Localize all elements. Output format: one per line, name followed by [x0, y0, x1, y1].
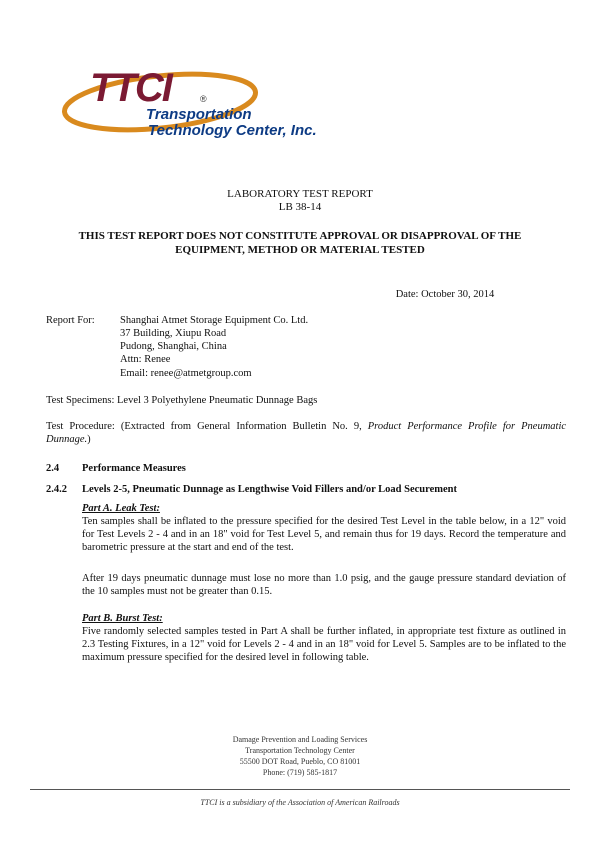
- section-2-4-2-number: 2.4.2: [46, 484, 67, 495]
- section-2-4-2-title: Levels 2-5, Pneumatic Dunnage as Lengthwise Void Fillers and/or Load Securement: [82, 484, 458, 495]
- logo-registered: ®: [200, 94, 207, 104]
- test-procedure-close: ): [87, 434, 91, 446]
- report-for-line: Attn: Renee: [120, 354, 171, 365]
- logo-line-2: Technology Center, Inc.: [148, 122, 317, 139]
- part-b-heading: Part B. Burst Test:: [82, 613, 163, 624]
- footer-line: Transportation Technology Center: [245, 746, 355, 755]
- report-title: LABORATORY TEST REPORT: [227, 188, 373, 200]
- test-procedure-text: (Extracted from General Information Bulletin No. 9,: [120, 421, 362, 432]
- footer-line: Phone: (719) 585-1817: [262, 768, 338, 777]
- part-a-heading: Part A. Leak Test:: [82, 503, 160, 514]
- report-for-email: Email: renee@atmetgroup.com: [120, 368, 252, 379]
- part-a-paragraph-2: After 19 days pneumatic dunnage must lose no more than 1.0 psig, and the gauge pressure standard deviation of the 10 samples must not be greater than 0.15.: [82, 573, 566, 598]
- disclaimer-line-1: THIS TEST REPORT DOES NOT CONSTITUTE APPROVAL OR DISAPPROVAL OF THE: [78, 230, 522, 242]
- test-specimens-value: Level 3 Polyethylene Pneumatic Dunnage Bags: [117, 395, 318, 406]
- report-for-label: Report For:: [46, 315, 95, 326]
- test-specimens-label: Test Specimens:: [46, 395, 115, 406]
- footer-address: [0, 734, 600, 778]
- report-number: LB 38-14: [278, 201, 322, 213]
- test-procedure-title: Product Performance Profile for Pneumatic Dunnage.: [46, 421, 567, 446]
- part-a-paragraph-1: Ten samples shall be inflated to the pressure specified for the desired Test Level in the table below, in a 12" void for Test Levels 2 - 4 and in an 18" void for Test Level 5, and remain thus for 19 days. Record the temperature and barometric pressure at the start and end of the test.: [82, 516, 566, 554]
- report-for-line: 37 Building, Xiupu Road: [120, 328, 227, 339]
- footer-divider: [30, 789, 570, 790]
- report-date: Date: October 30, 2014: [395, 289, 495, 300]
- section-2-4-number: 2.4: [46, 463, 60, 474]
- disclaimer-line-2: EQUIPMENT, METHOD OR MATERIAL TESTED: [175, 244, 425, 256]
- report-for-line: Pudong, Shanghai, China: [120, 341, 227, 352]
- section-2-4-title: Performance Measures: [82, 463, 186, 474]
- footer-line: 55500 DOT Road, Pueblo, CO 81001: [239, 757, 361, 766]
- ttci-logo: [60, 60, 317, 146]
- footer-note: TTCI is a subsidiary of the Association of American Railroads: [200, 798, 400, 807]
- test-procedure: [46, 420, 566, 446]
- test-procedure-label: Test Procedure:: [46, 421, 115, 432]
- report-for-line: Shanghai Atmet Storage Equipment Co. Ltd.: [120, 315, 309, 326]
- logo-line-1: Transportation: [146, 106, 252, 123]
- logo-mark: TTCI: [90, 66, 171, 110]
- footer-line: Damage Prevention and Loading Services: [232, 735, 368, 744]
- test-specimens: [46, 394, 317, 407]
- part-b-paragraph: Five randomly selected samples tested in Part A shall be further inflated, in appropriate test fixture as outlined in 2.3 Testing Fixtures, in a 12" void for Levels 2 - 4 and in an 18" void for Level 5. Samples are to be inflated to the maximum pressure specified for the desired level in following table.: [82, 626, 566, 664]
